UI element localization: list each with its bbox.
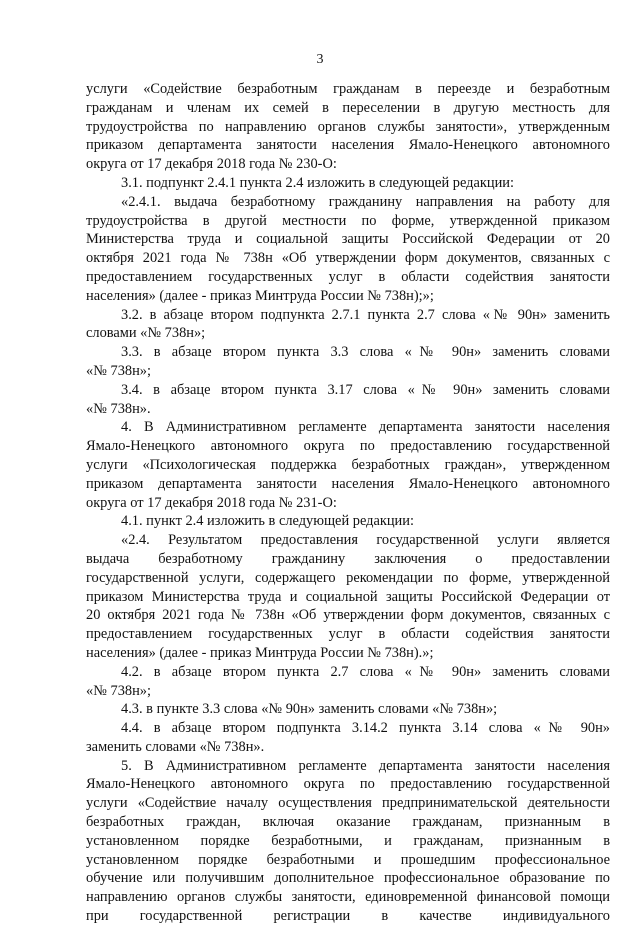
text-line: услуги «Психологическая поддержка безработных граждан», утвержденном [86,456,610,473]
text-line: направлению органов службы занятости, единовременной финансовой помощи [86,889,610,906]
text-line: установленном порядке безработными и прошедшим профессиональное [86,851,610,868]
text-line: «2.4.1. выдача безработному гражданину направления на работу для [121,193,610,210]
text-line: обучение или получившим дополнительное профессиональное образование по [86,870,610,887]
text-line: Ямало-Ненецкого автономного округа по предоставлению государственной [86,438,610,455]
text-line: 4.4. в абзаце втором подпункта 3.14.2 пункта 3.14 слова «№ 90н» [121,720,610,737]
text-line: 3.3. в абзаце втором пункта 3.3 слова «№ 90н» заменить словами [121,344,610,361]
text-line: безработных граждан, включая оказание гражданам, признанным в [86,814,610,831]
text-line: Ямало-Ненецкого автономного округа по предоставлению государственной [86,776,610,793]
text-line: населения» (далее - приказ Минтруда России № 738н).»; [86,644,434,661]
text-line: 20 октября 2021 года № 738н «Об утверждении форм документов, связанных с [86,607,610,624]
text-line: 4.3. в пункте 3.3 слова «№ 90н» заменить словами «№ 738н»; [121,701,498,718]
text-line: заменить словами «№ 738н». [86,738,265,755]
text-line: выдача безработному гражданину заключения о предоставлении [86,550,610,567]
text-line: трудоустройства в другой местности по форме, утвержденной приказом [86,212,610,229]
text-line: 3.2. в абзаце втором подпункта 2.7.1 пункта 2.7 слова «№ 90н» заменить [121,306,610,323]
text-line: приказом Министерства труда и социальной защиты Российской Федерации от [86,588,610,605]
text-line: установленном порядке безработными, и гражданам, признанным в [86,832,610,849]
text-line: «№ 738н»; [86,362,152,379]
text-line: «№ 738н». [86,400,151,417]
text-line: предоставлением государственных услуг в области содействия занятости [86,626,610,643]
text-line: октября 2021 года № 738н «Об утверждении форм документов, связанных с [86,250,610,267]
text-line: приказом департамента занятости населения Ямало-Ненецкого автономного [86,137,610,154]
text-line: Министерства труда и социальной защиты Российской Федерации от 20 [86,231,610,248]
page-number: 3 [316,52,324,67]
text-line: услуги «Содействие началу осуществления предпринимательской деятельности [86,795,610,812]
text-line: 4.1. пункт 2.4 изложить в следующей редакции: [121,513,414,530]
text-line: услуги «Содействие безработным гражданам в переезде и безработным [86,81,610,97]
text-line: «2.4. Результатом предоставления государственной услуги является [121,532,610,549]
text-line: при государственной регистрации в качестве индивидуального [86,908,610,925]
text-line: государственной услуги, содержащего рекомендации по форме, утвержденной [86,569,610,586]
text-line: 3.1. подпункт 2.4.1 пункта 2.4 изложить в следующей редакции: [121,174,514,191]
text-line: «№ 738н»; [86,682,152,699]
text-line: предоставлением государственных услуг в области содействия занятости [86,268,610,285]
text-line: 4.2. в абзаце втором пункта 2.7 слова «№ 90н» заменить словами [121,663,610,680]
text-line: 4. В Административном регламенте департамента занятости населения [121,419,610,436]
text-line: гражданам и членам их семей в переселении в другую местность для [86,99,610,116]
text-line: населения» (далее - приказ Минтруда России № 738н);»; [86,287,434,304]
document-body [86,80,610,926]
text-line: 3.4. в абзаце втором пункта 3.17 слова «№ 90н» заменить словами [121,381,610,398]
text-line: округа от 17 декабря 2018 года № 230-О: [86,156,337,173]
text-line: приказом департамента занятости населения Ямало-Ненецкого автономного [86,475,610,492]
text-line: округа от 17 декабря 2018 года № 231-О: [86,494,337,511]
text-line: словами «№ 738н»; [86,325,206,342]
text-line: трудоустройства по направлению органов службы занятости», утвержденным [86,118,610,135]
text-line: 5. В Административном регламенте департамента занятости населения [121,757,610,774]
